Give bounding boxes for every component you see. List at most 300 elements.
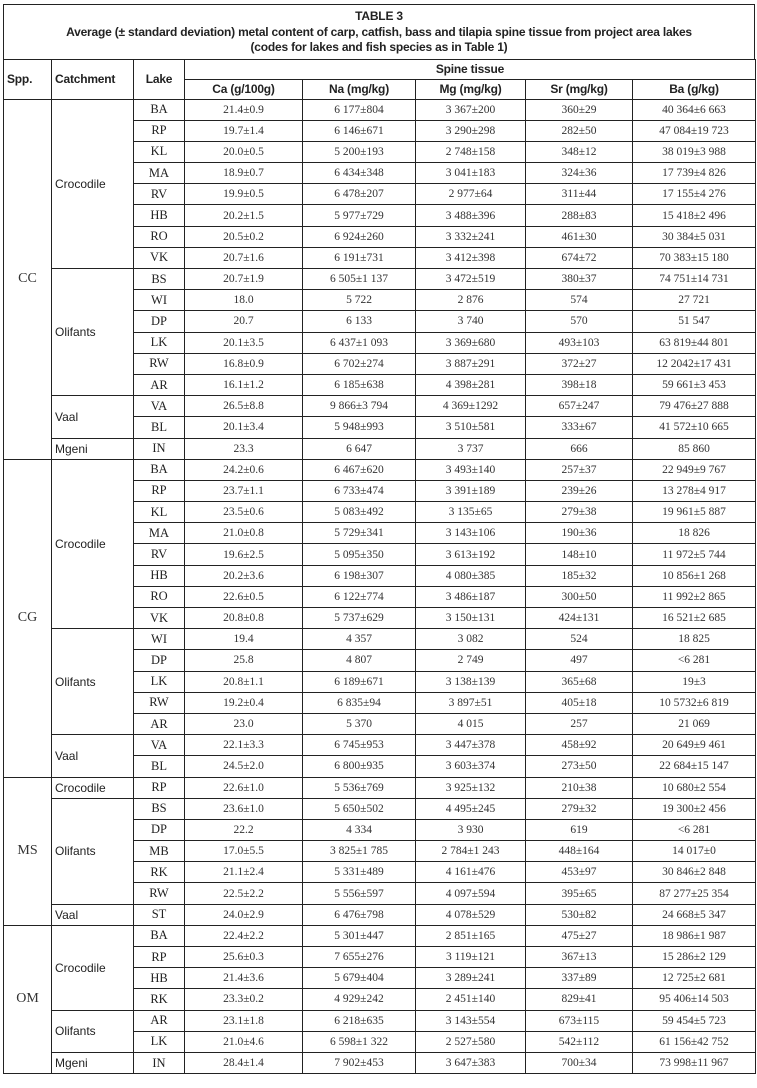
ca-cell: 22.2 bbox=[185, 819, 303, 840]
sr-cell: 348±12 bbox=[526, 141, 633, 162]
ca-cell: 24.2±0.6 bbox=[185, 459, 303, 480]
table-row bbox=[4, 396, 756, 417]
ba-cell: 15 418±2 496 bbox=[633, 205, 756, 226]
na-cell: 5 536±769 bbox=[303, 777, 416, 798]
na-cell: 6 835±94 bbox=[303, 692, 416, 713]
sr-cell: 673±115 bbox=[526, 1010, 633, 1031]
table-3 bbox=[3, 4, 755, 1074]
ca-cell: 23.3±0.2 bbox=[185, 989, 303, 1010]
mg-cell: 3 488±396 bbox=[416, 205, 526, 226]
catchment-cell: Olifants bbox=[52, 269, 134, 396]
ba-cell: 12 725±2 681 bbox=[633, 968, 756, 989]
ba-cell: 10 856±1 268 bbox=[633, 565, 756, 586]
table-row bbox=[4, 777, 756, 798]
mg-cell: 3 447±378 bbox=[416, 735, 526, 756]
lake-cell: IN bbox=[134, 438, 185, 459]
lake-cell: MB bbox=[134, 841, 185, 862]
species-cell: CC bbox=[4, 99, 52, 459]
sr-cell: 542±112 bbox=[526, 1031, 633, 1052]
na-cell: 7 902±453 bbox=[303, 1052, 416, 1073]
ca-cell: 22.6±1.0 bbox=[185, 777, 303, 798]
table-body bbox=[4, 99, 756, 1074]
ca-cell: 21.4±3.6 bbox=[185, 968, 303, 989]
lake-cell: BS bbox=[134, 798, 185, 819]
ba-cell: 19 961±5 887 bbox=[633, 502, 756, 523]
table-row bbox=[4, 269, 756, 290]
sr-cell: 530±82 bbox=[526, 904, 633, 925]
na-cell: 6 800±935 bbox=[303, 756, 416, 777]
ca-cell: 22.6±0.5 bbox=[185, 586, 303, 607]
ca-cell: 28.4±1.4 bbox=[185, 1052, 303, 1073]
mg-cell: 2 876 bbox=[416, 290, 526, 311]
sr-cell: 700±34 bbox=[526, 1052, 633, 1073]
ba-cell: 41 572±10 665 bbox=[633, 417, 756, 438]
na-cell: 6 122±774 bbox=[303, 586, 416, 607]
ba-cell: 38 019±3 988 bbox=[633, 141, 756, 162]
header-ba: Ba (g/kg) bbox=[633, 79, 756, 99]
mg-cell: 2 851±165 bbox=[416, 925, 526, 946]
mg-cell: 2 748±158 bbox=[416, 141, 526, 162]
lake-cell: BA bbox=[134, 925, 185, 946]
mg-cell: 3 925±132 bbox=[416, 777, 526, 798]
header-na: Na (mg/kg) bbox=[303, 79, 416, 99]
mg-cell: 4 015 bbox=[416, 713, 526, 734]
ba-cell: 15 286±2 129 bbox=[633, 947, 756, 968]
mg-cell: 3 647±383 bbox=[416, 1052, 526, 1073]
ba-cell: 74 751±14 731 bbox=[633, 269, 756, 290]
sr-cell: 619 bbox=[526, 819, 633, 840]
sr-cell: 570 bbox=[526, 311, 633, 332]
lake-cell: DP bbox=[134, 311, 185, 332]
ba-cell: 79 476±27 888 bbox=[633, 396, 756, 417]
mg-cell: 3 472±519 bbox=[416, 269, 526, 290]
header-spine-tissue: Spine tissue bbox=[185, 59, 756, 79]
mg-cell: 3 150±131 bbox=[416, 608, 526, 629]
lake-cell: RW bbox=[134, 692, 185, 713]
catchment-cell: Olifants bbox=[52, 1010, 134, 1052]
sr-cell: 311±44 bbox=[526, 184, 633, 205]
species-cell: CG bbox=[4, 459, 52, 777]
na-cell: 5 370 bbox=[303, 713, 416, 734]
lake-cell: LK bbox=[134, 332, 185, 353]
lake-cell: VA bbox=[134, 396, 185, 417]
ba-cell: 11 972±5 744 bbox=[633, 544, 756, 565]
na-cell: 9 866±3 794 bbox=[303, 396, 416, 417]
mg-cell: 4 398±281 bbox=[416, 374, 526, 395]
mg-cell: 3 897±51 bbox=[416, 692, 526, 713]
table-label: TABLE 3 bbox=[355, 9, 403, 23]
ca-cell: 23.1±1.8 bbox=[185, 1010, 303, 1031]
na-cell: 6 702±274 bbox=[303, 353, 416, 374]
na-cell: 6 185±638 bbox=[303, 374, 416, 395]
lake-cell: BL bbox=[134, 756, 185, 777]
mg-cell: 3 135±65 bbox=[416, 502, 526, 523]
na-cell: 5 679±404 bbox=[303, 968, 416, 989]
ba-cell: 18 825 bbox=[633, 629, 756, 650]
sr-cell: 448±164 bbox=[526, 841, 633, 862]
lake-cell: RO bbox=[134, 226, 185, 247]
lake-cell: BL bbox=[134, 417, 185, 438]
na-cell: 6 733±474 bbox=[303, 480, 416, 501]
na-cell: 6 218±635 bbox=[303, 1010, 416, 1031]
lake-cell: BS bbox=[134, 269, 185, 290]
ba-cell: <6 281 bbox=[633, 650, 756, 671]
lake-cell: WI bbox=[134, 290, 185, 311]
table-subtitle: (codes for lakes and fish species as in Table 1) bbox=[250, 40, 508, 54]
sr-cell: 239±26 bbox=[526, 480, 633, 501]
lake-cell: RK bbox=[134, 862, 185, 883]
mg-cell: 4 078±529 bbox=[416, 904, 526, 925]
sr-cell: 475±27 bbox=[526, 925, 633, 946]
ba-cell: 40 364±6 663 bbox=[633, 99, 756, 120]
ba-cell: 73 998±11 967 bbox=[633, 1052, 756, 1073]
sr-cell: 666 bbox=[526, 438, 633, 459]
ba-cell: 12 2042±17 431 bbox=[633, 353, 756, 374]
ca-cell: 23.6±1.0 bbox=[185, 798, 303, 819]
lake-cell: KL bbox=[134, 502, 185, 523]
na-cell: 6 745±953 bbox=[303, 735, 416, 756]
na-cell: 6 189±671 bbox=[303, 671, 416, 692]
na-cell: 5 083±492 bbox=[303, 502, 416, 523]
na-cell: 4 334 bbox=[303, 819, 416, 840]
ba-cell: 20 649±9 461 bbox=[633, 735, 756, 756]
mg-cell: 2 749 bbox=[416, 650, 526, 671]
na-cell: 6 191±731 bbox=[303, 247, 416, 268]
sr-cell: 300±50 bbox=[526, 586, 633, 607]
na-cell: 5 977±729 bbox=[303, 205, 416, 226]
mg-cell: 3 391±189 bbox=[416, 480, 526, 501]
ba-cell: 87 277±25 354 bbox=[633, 883, 756, 904]
na-cell: 6 146±671 bbox=[303, 120, 416, 141]
catchment-cell: Mgeni bbox=[52, 1052, 134, 1073]
ca-cell: 25.8 bbox=[185, 650, 303, 671]
na-cell: 6 598±1 322 bbox=[303, 1031, 416, 1052]
lake-cell: RO bbox=[134, 586, 185, 607]
lake-cell: RV bbox=[134, 184, 185, 205]
ca-cell: 20.5±0.2 bbox=[185, 226, 303, 247]
mg-cell: 3 369±680 bbox=[416, 332, 526, 353]
sr-cell: 288±83 bbox=[526, 205, 633, 226]
ba-cell: 11 992±2 865 bbox=[633, 586, 756, 607]
ca-cell: 19.9±0.5 bbox=[185, 184, 303, 205]
na-cell: 5 650±502 bbox=[303, 798, 416, 819]
ca-cell: 19.6±2.5 bbox=[185, 544, 303, 565]
na-cell: 6 198±307 bbox=[303, 565, 416, 586]
mg-cell: 3 930 bbox=[416, 819, 526, 840]
mg-cell: 3 603±374 bbox=[416, 756, 526, 777]
sr-cell: 324±36 bbox=[526, 163, 633, 184]
catchment-cell: Mgeni bbox=[52, 438, 134, 459]
ca-cell: 21.0±0.8 bbox=[185, 523, 303, 544]
sr-cell: 185±32 bbox=[526, 565, 633, 586]
sr-cell: 380±37 bbox=[526, 269, 633, 290]
lake-cell: IN bbox=[134, 1052, 185, 1073]
na-cell: 7 655±276 bbox=[303, 947, 416, 968]
mg-cell: 2 527±580 bbox=[416, 1031, 526, 1052]
ca-cell: 19.7±1.4 bbox=[185, 120, 303, 141]
na-cell: 6 133 bbox=[303, 311, 416, 332]
ca-cell: 16.1±1.2 bbox=[185, 374, 303, 395]
na-cell: 5 737±629 bbox=[303, 608, 416, 629]
ba-cell: 10 5732±6 819 bbox=[633, 692, 756, 713]
sr-cell: 257±37 bbox=[526, 459, 633, 480]
ca-cell: 21.1±2.4 bbox=[185, 862, 303, 883]
ba-cell: 95 406±14 503 bbox=[633, 989, 756, 1010]
ca-cell: 16.8±0.9 bbox=[185, 353, 303, 374]
header-catchment: Catchment bbox=[52, 59, 134, 99]
ca-cell: 23.7±1.1 bbox=[185, 480, 303, 501]
na-cell: 5 301±447 bbox=[303, 925, 416, 946]
table-row bbox=[4, 459, 756, 480]
catchment-cell: Crocodile bbox=[52, 925, 134, 1010]
sr-cell: 282±50 bbox=[526, 120, 633, 141]
ca-cell: 26.5±8.8 bbox=[185, 396, 303, 417]
mg-cell: 3 119±121 bbox=[416, 947, 526, 968]
ca-cell: 18.0 bbox=[185, 290, 303, 311]
lake-cell: HB bbox=[134, 205, 185, 226]
catchment-cell: Crocodile bbox=[52, 99, 134, 269]
lake-cell: VA bbox=[134, 735, 185, 756]
header-lake: Lake bbox=[134, 59, 185, 99]
ca-cell: 21.4±0.9 bbox=[185, 99, 303, 120]
sr-cell: 424±131 bbox=[526, 608, 633, 629]
data-table bbox=[3, 59, 756, 1075]
species-cell: MS bbox=[4, 777, 52, 925]
sr-cell: 190±36 bbox=[526, 523, 633, 544]
lake-cell: AR bbox=[134, 1010, 185, 1031]
table-row bbox=[4, 99, 756, 120]
ca-cell: 18.9±0.7 bbox=[185, 163, 303, 184]
ca-cell: 22.5±2.2 bbox=[185, 883, 303, 904]
lake-cell: WI bbox=[134, 629, 185, 650]
ca-cell: 20.2±1.5 bbox=[185, 205, 303, 226]
catchment-cell: Vaal bbox=[52, 904, 134, 925]
sr-cell: 674±72 bbox=[526, 247, 633, 268]
sr-cell: 367±13 bbox=[526, 947, 633, 968]
catchment-cell: Olifants bbox=[52, 629, 134, 735]
sr-cell: 210±38 bbox=[526, 777, 633, 798]
ca-cell: 20.7±1.6 bbox=[185, 247, 303, 268]
ba-cell: 59 454±5 723 bbox=[633, 1010, 756, 1031]
lake-cell: RW bbox=[134, 353, 185, 374]
ba-cell: 21 069 bbox=[633, 713, 756, 734]
na-cell: 4 357 bbox=[303, 629, 416, 650]
lake-cell: BA bbox=[134, 459, 185, 480]
mg-cell: 3 613±192 bbox=[416, 544, 526, 565]
na-cell: 6 434±348 bbox=[303, 163, 416, 184]
table-row bbox=[4, 629, 756, 650]
ba-cell: 61 156±42 752 bbox=[633, 1031, 756, 1052]
lake-cell: RK bbox=[134, 989, 185, 1010]
na-cell: 6 478±207 bbox=[303, 184, 416, 205]
sr-cell: 365±68 bbox=[526, 671, 633, 692]
sr-cell: 279±32 bbox=[526, 798, 633, 819]
mg-cell: 2 784±1 243 bbox=[416, 841, 526, 862]
sr-cell: 257 bbox=[526, 713, 633, 734]
ca-cell: 21.0±4.6 bbox=[185, 1031, 303, 1052]
ba-cell: 13 278±4 917 bbox=[633, 480, 756, 501]
na-cell: 4 929±242 bbox=[303, 989, 416, 1010]
mg-cell: 3 510±581 bbox=[416, 417, 526, 438]
ca-cell: 24.0±2.9 bbox=[185, 904, 303, 925]
ca-cell: 20.8±1.1 bbox=[185, 671, 303, 692]
mg-cell: 4 369±1292 bbox=[416, 396, 526, 417]
sr-cell: 333±67 bbox=[526, 417, 633, 438]
sr-cell: 337±89 bbox=[526, 968, 633, 989]
sr-cell: 405±18 bbox=[526, 692, 633, 713]
na-cell: 6 476±798 bbox=[303, 904, 416, 925]
ba-cell: <6 281 bbox=[633, 819, 756, 840]
catchment-cell: Vaal bbox=[52, 396, 134, 438]
mg-cell: 3 082 bbox=[416, 629, 526, 650]
sr-cell: 372±27 bbox=[526, 353, 633, 374]
catchment-cell: Crocodile bbox=[52, 459, 134, 629]
mg-cell: 3 332±241 bbox=[416, 226, 526, 247]
ba-cell: 47 084±19 723 bbox=[633, 120, 756, 141]
lake-cell: RV bbox=[134, 544, 185, 565]
catchment-cell: Olifants bbox=[52, 798, 134, 904]
na-cell: 5 200±193 bbox=[303, 141, 416, 162]
na-cell: 6 924±260 bbox=[303, 226, 416, 247]
ba-cell: 19±3 bbox=[633, 671, 756, 692]
sr-cell: 453±97 bbox=[526, 862, 633, 883]
mg-cell: 2 451±140 bbox=[416, 989, 526, 1010]
ca-cell: 17.0±5.5 bbox=[185, 841, 303, 862]
na-cell: 4 807 bbox=[303, 650, 416, 671]
mg-cell: 4 161±476 bbox=[416, 862, 526, 883]
na-cell: 5 722 bbox=[303, 290, 416, 311]
ba-cell: 27 721 bbox=[633, 290, 756, 311]
lake-cell: HB bbox=[134, 968, 185, 989]
ca-cell: 25.6±0.3 bbox=[185, 947, 303, 968]
ba-cell: 10 680±2 554 bbox=[633, 777, 756, 798]
mg-cell: 4 097±594 bbox=[416, 883, 526, 904]
mg-cell: 3 138±139 bbox=[416, 671, 526, 692]
header-sr: Sr (mg/kg) bbox=[526, 79, 633, 99]
lake-cell: LK bbox=[134, 1031, 185, 1052]
mg-cell: 3 290±298 bbox=[416, 120, 526, 141]
table-row bbox=[4, 1052, 756, 1073]
lake-cell: MA bbox=[134, 523, 185, 544]
ca-cell: 20.7 bbox=[185, 311, 303, 332]
sr-cell: 829±41 bbox=[526, 989, 633, 1010]
na-cell: 5 556±597 bbox=[303, 883, 416, 904]
mg-cell: 3 486±187 bbox=[416, 586, 526, 607]
mg-cell: 3 041±183 bbox=[416, 163, 526, 184]
lake-cell: KL bbox=[134, 141, 185, 162]
ba-cell: 22 949±9 767 bbox=[633, 459, 756, 480]
mg-cell: 3 143±106 bbox=[416, 523, 526, 544]
ba-cell: 24 668±5 347 bbox=[633, 904, 756, 925]
lake-cell: RP bbox=[134, 480, 185, 501]
sr-cell: 360±29 bbox=[526, 99, 633, 120]
lake-cell: AR bbox=[134, 713, 185, 734]
sr-cell: 493±103 bbox=[526, 332, 633, 353]
lake-cell: DP bbox=[134, 819, 185, 840]
ca-cell: 22.1±3.3 bbox=[185, 735, 303, 756]
ba-cell: 85 860 bbox=[633, 438, 756, 459]
lake-cell: VK bbox=[134, 608, 185, 629]
ba-cell: 30 846±2 848 bbox=[633, 862, 756, 883]
ca-cell: 19.4 bbox=[185, 629, 303, 650]
ca-cell: 20.1±3.4 bbox=[185, 417, 303, 438]
table-row bbox=[4, 438, 756, 459]
ba-cell: 19 300±2 456 bbox=[633, 798, 756, 819]
sr-cell: 398±18 bbox=[526, 374, 633, 395]
na-cell: 6 467±620 bbox=[303, 459, 416, 480]
table-row bbox=[4, 1010, 756, 1031]
mg-cell: 3 737 bbox=[416, 438, 526, 459]
ca-cell: 24.5±2.0 bbox=[185, 756, 303, 777]
table-row bbox=[4, 904, 756, 925]
ba-cell: 51 547 bbox=[633, 311, 756, 332]
ca-cell: 19.2±0.4 bbox=[185, 692, 303, 713]
sr-cell: 395±65 bbox=[526, 883, 633, 904]
ba-cell: 63 819±44 801 bbox=[633, 332, 756, 353]
ba-cell: 18 986±1 987 bbox=[633, 925, 756, 946]
ca-cell: 20.7±1.9 bbox=[185, 269, 303, 290]
table-row bbox=[4, 798, 756, 819]
sr-cell: 279±38 bbox=[526, 502, 633, 523]
table-row bbox=[4, 735, 756, 756]
ba-cell: 16 521±2 685 bbox=[633, 608, 756, 629]
lake-cell: HB bbox=[134, 565, 185, 586]
na-cell: 3 825±1 785 bbox=[303, 841, 416, 862]
lake-cell: BA bbox=[134, 99, 185, 120]
na-cell: 5 729±341 bbox=[303, 523, 416, 544]
ca-cell: 23.5±0.6 bbox=[185, 502, 303, 523]
ba-cell: 22 684±15 147 bbox=[633, 756, 756, 777]
ca-cell: 20.8±0.8 bbox=[185, 608, 303, 629]
sr-cell: 148±10 bbox=[526, 544, 633, 565]
lake-cell: RW bbox=[134, 883, 185, 904]
ba-cell: 18 826 bbox=[633, 523, 756, 544]
sr-cell: 458±92 bbox=[526, 735, 633, 756]
sr-cell: 657±247 bbox=[526, 396, 633, 417]
ca-cell: 23.0 bbox=[185, 713, 303, 734]
ca-cell: 20.0±0.5 bbox=[185, 141, 303, 162]
ca-cell: 22.4±2.2 bbox=[185, 925, 303, 946]
na-cell: 6 505±1 137 bbox=[303, 269, 416, 290]
header-spp: Spp. bbox=[4, 59, 52, 99]
sr-cell: 574 bbox=[526, 290, 633, 311]
mg-cell: 3 412±398 bbox=[416, 247, 526, 268]
catchment-cell: Crocodile bbox=[52, 777, 134, 798]
na-cell: 5 331±489 bbox=[303, 862, 416, 883]
mg-cell: 3 740 bbox=[416, 311, 526, 332]
sr-cell: 497 bbox=[526, 650, 633, 671]
header-mg: Mg (mg/kg) bbox=[416, 79, 526, 99]
ba-cell: 70 383±15 180 bbox=[633, 247, 756, 268]
lake-cell: RP bbox=[134, 947, 185, 968]
sr-cell: 461±30 bbox=[526, 226, 633, 247]
lake-cell: VK bbox=[134, 247, 185, 268]
na-cell: 6 647 bbox=[303, 438, 416, 459]
lake-cell: ST bbox=[134, 904, 185, 925]
mg-cell: 3 143±554 bbox=[416, 1010, 526, 1031]
sr-cell: 524 bbox=[526, 629, 633, 650]
ba-cell: 30 384±5 031 bbox=[633, 226, 756, 247]
na-cell: 6 437±1 093 bbox=[303, 332, 416, 353]
mg-cell: 3 289±241 bbox=[416, 968, 526, 989]
lake-cell: RP bbox=[134, 120, 185, 141]
table-title: Average (± standard deviation) metal content of carp, catfish, bass and tilapia spine tissue from project area lakes bbox=[66, 24, 692, 39]
mg-cell: 3 493±140 bbox=[416, 459, 526, 480]
species-cell: OM bbox=[4, 925, 52, 1073]
na-cell: 5 948±993 bbox=[303, 417, 416, 438]
lake-cell: LK bbox=[134, 671, 185, 692]
lake-cell: MA bbox=[134, 163, 185, 184]
